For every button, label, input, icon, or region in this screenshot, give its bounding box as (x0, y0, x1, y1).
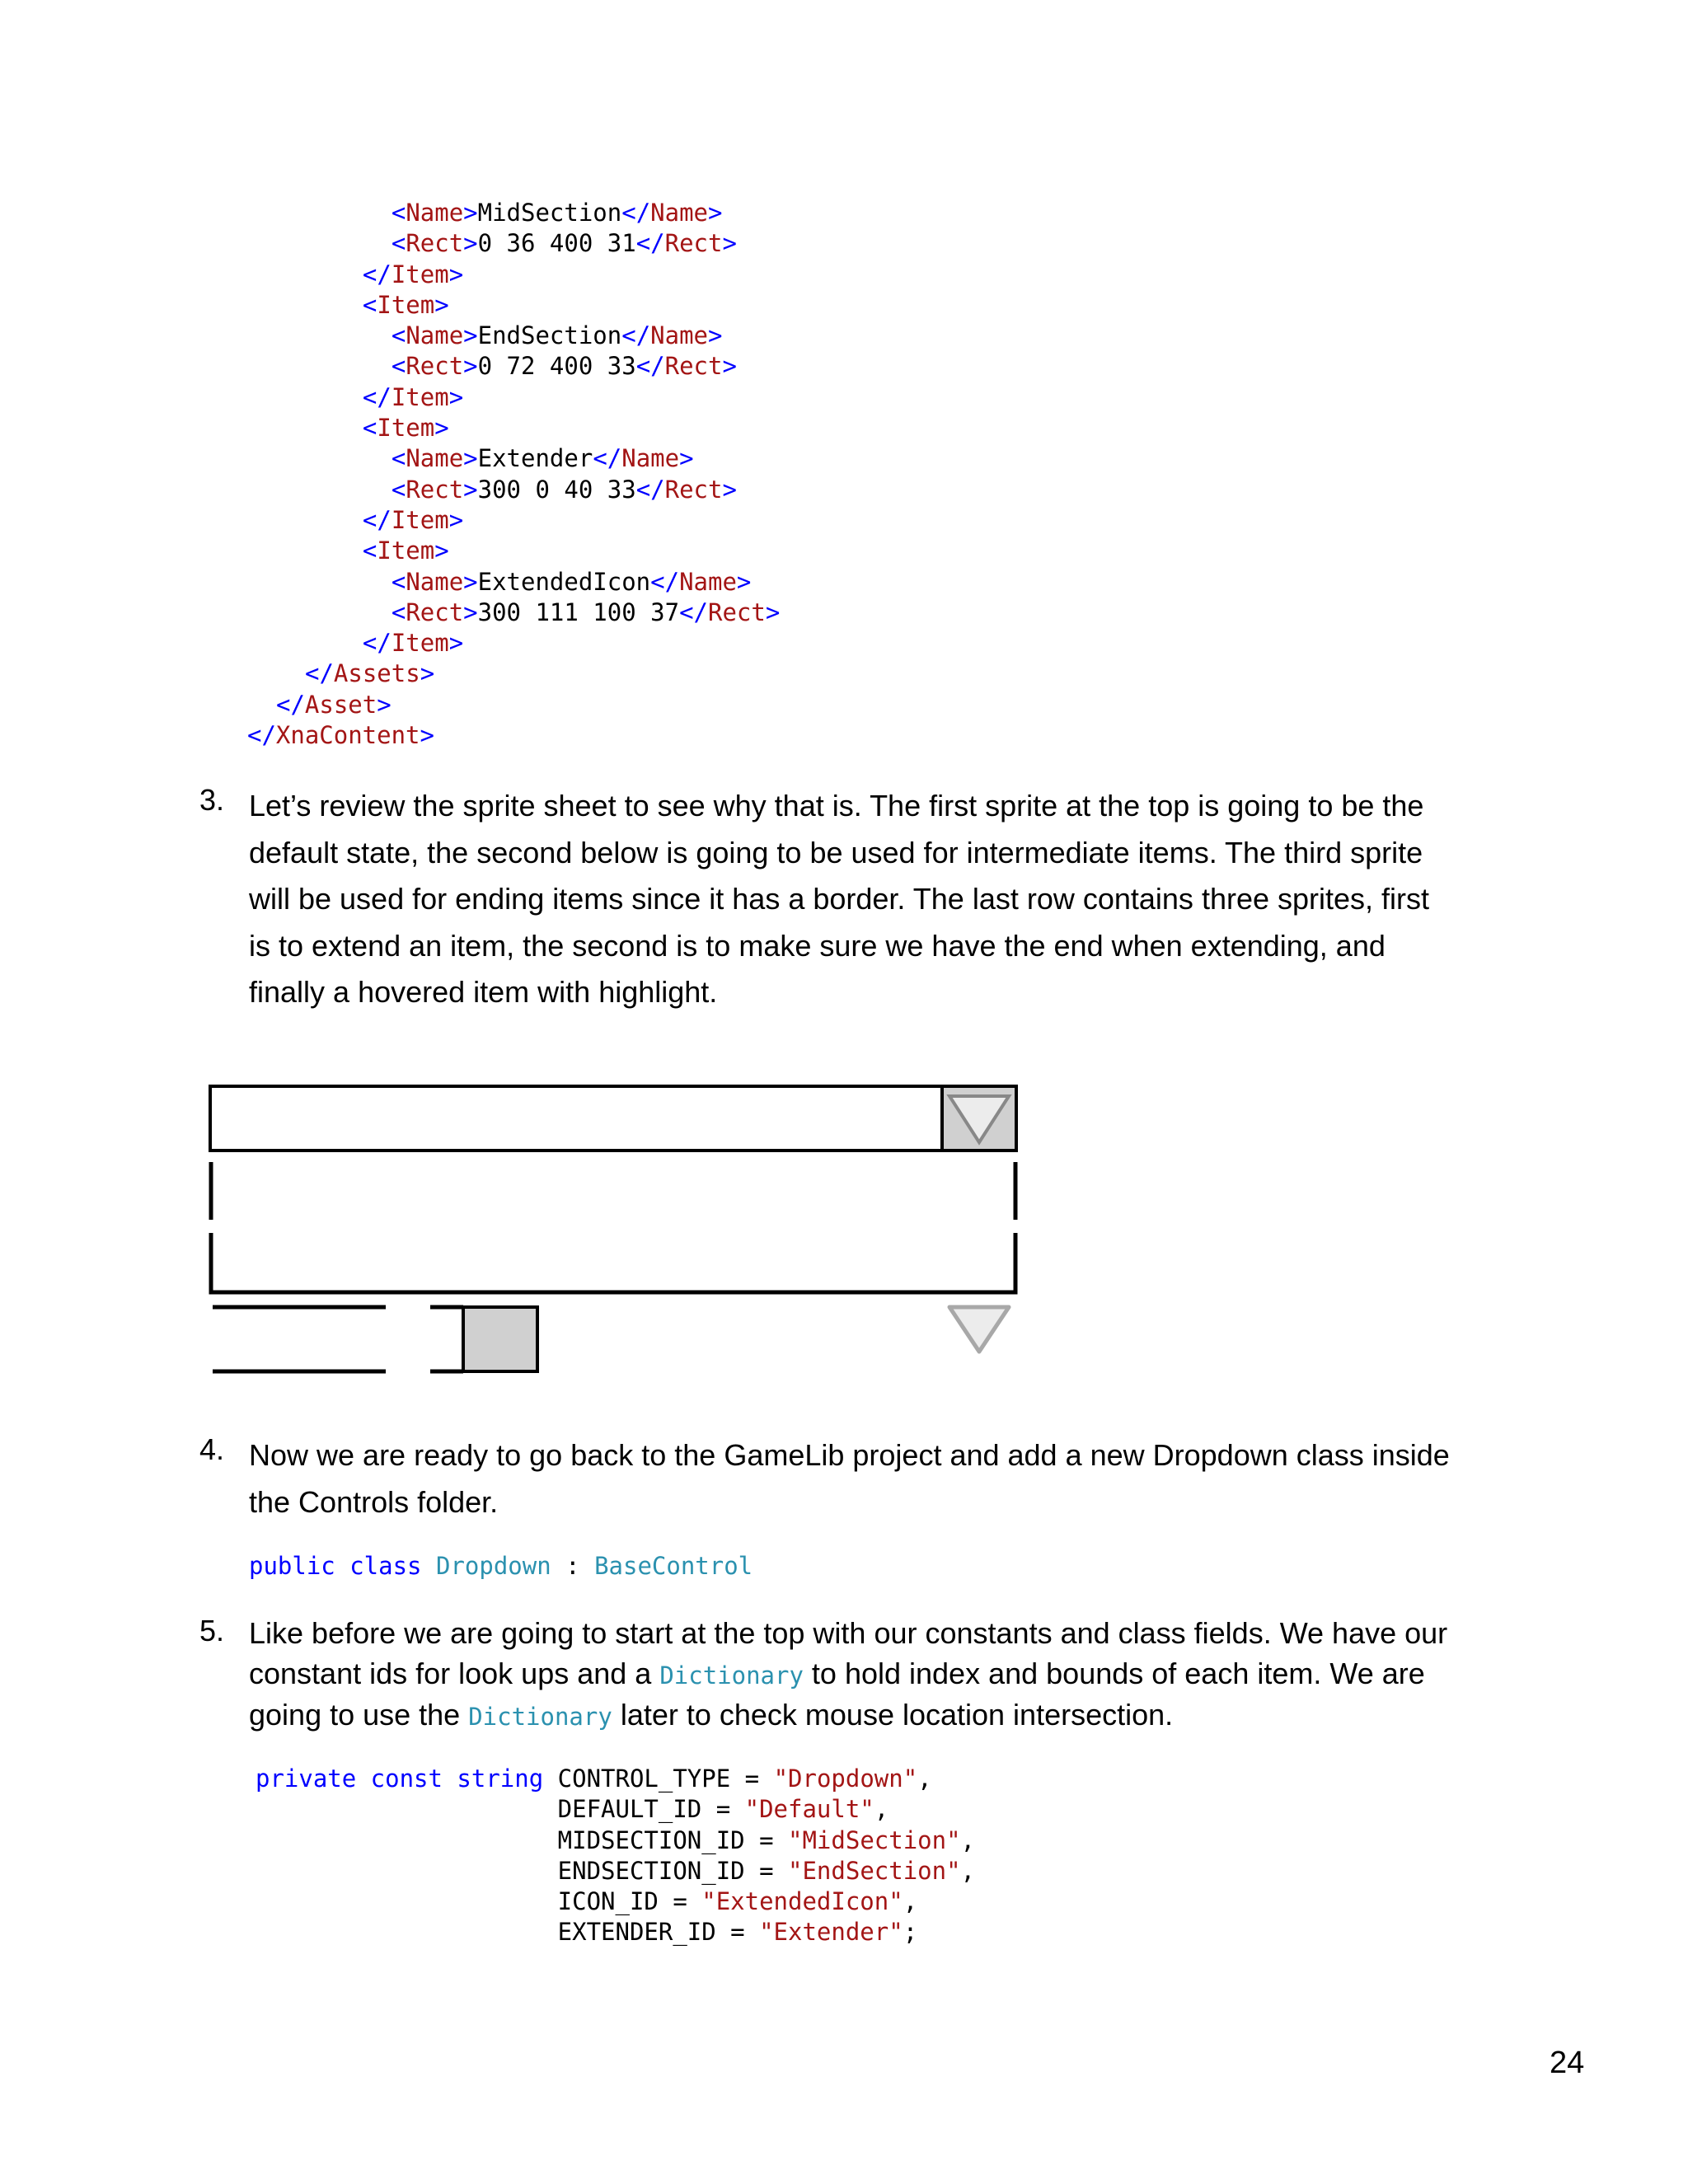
code-token: > (708, 199, 723, 227)
step-4-number: 4. (199, 1432, 225, 1466)
code-token: > (420, 659, 435, 688)
step-5-text (249, 1614, 1535, 1737)
code-token: Rect (406, 598, 464, 626)
step-4-text (249, 1432, 1535, 1526)
xml-code-line (247, 351, 780, 382)
page-number: 24 (1550, 2046, 1585, 2080)
step-5-line (249, 1654, 1535, 1696)
code-token: < (334, 475, 406, 504)
code-token: > (448, 382, 464, 411)
code-token: > (736, 567, 752, 596)
code-token: "EndSection" (788, 1856, 961, 1885)
code-token: > (708, 321, 723, 350)
code-token: > (463, 199, 478, 227)
code-token: , (903, 1887, 918, 1916)
code-token: < (334, 567, 406, 596)
code-token: Item (377, 290, 435, 319)
xml-code-line (247, 228, 780, 259)
xml-code-line (247, 505, 780, 536)
xml-code-line (247, 413, 780, 443)
code-token: BaseControl (594, 1552, 753, 1580)
xml-code-line (247, 475, 780, 505)
code-token: XnaContent (275, 721, 420, 750)
code-token: > (434, 414, 449, 443)
code-token: 0 36 400 31 (477, 229, 636, 258)
code-token: > (463, 229, 478, 258)
code-token: </ (334, 505, 392, 534)
code-token: > (463, 444, 478, 473)
step-4-line: Now we are ready to go back to the GameLib project and add a new Dropdown class inside (249, 1438, 1450, 1472)
code-token: Rect (664, 229, 723, 258)
code-token: Rect (406, 352, 464, 381)
xml-code-line (247, 536, 780, 566)
code-token: MidSection (477, 199, 622, 227)
xml-code-line (247, 290, 780, 321)
constants-code-line (256, 1886, 975, 1917)
code-token: Rect (664, 475, 723, 504)
code-token: public class (249, 1552, 436, 1580)
step-3-line: is to extend an item, the second is to make sure we have the end when extending, and (249, 928, 1386, 963)
code-token: Name (679, 567, 737, 596)
code-token: ; (903, 1918, 918, 1947)
code-token: "MidSection" (788, 1825, 961, 1854)
code-token: "Extender" (759, 1918, 903, 1947)
code-token: > (463, 352, 478, 381)
step-5-text-part: going to use the (249, 1698, 469, 1732)
code-token: DEFAULT_ID = (256, 1795, 745, 1824)
step-3-number: 3. (199, 783, 225, 817)
class-declaration-code (249, 1551, 753, 1582)
code-token: </ (305, 659, 334, 688)
code-token: 300 111 100 37 (477, 598, 680, 626)
code-token: Item (391, 629, 449, 658)
step-3-line: Let’s review the sprite sheet to see why that is. The first sprite at the top is going to be the (249, 789, 1424, 823)
code-token: "ExtendedIcon" (701, 1887, 903, 1916)
xml-code-line (247, 628, 780, 658)
code-token: </ (621, 199, 651, 227)
code-token: Name (406, 321, 464, 350)
code-token: Item (391, 260, 449, 288)
code-token: Item (377, 537, 435, 565)
code-token: </ (334, 382, 392, 411)
step-3-line: finally a hovered item with highlight. (249, 975, 718, 1009)
code-token: </ (593, 444, 622, 473)
code-token: < (334, 199, 406, 227)
code-token: Item (391, 382, 449, 411)
step-5-line: Like before we are going to start at the top with our constants and class fields. We have our (249, 1616, 1448, 1650)
code-token: </ (635, 475, 665, 504)
code-token: > (448, 260, 464, 288)
code-token: < (334, 444, 406, 473)
code-token: Rect (406, 475, 464, 504)
code-token: EXTENDER_ID = (256, 1918, 760, 1947)
xml-code-line (247, 658, 780, 689)
xml-code-line (247, 321, 780, 351)
constants-code-line (256, 1917, 975, 1947)
constants-code-line (256, 1856, 975, 1886)
code-token: , (874, 1795, 889, 1824)
code-token: </ (247, 721, 276, 750)
triangle-down-icon (950, 1307, 1009, 1352)
triangle-down-icon (950, 1096, 1009, 1142)
code-token: > (448, 629, 464, 658)
code-token: ENDSECTION_ID = (256, 1856, 789, 1885)
code-token: > (463, 475, 478, 504)
code-token: </ (276, 690, 305, 719)
sprite-extender (213, 1307, 386, 1371)
code-token: Name (406, 444, 464, 473)
code-token: private const string (256, 1765, 558, 1793)
code-token: , (917, 1765, 932, 1793)
xml-code-line (247, 382, 780, 413)
inline-code-dictionary: Dictionary (659, 1661, 804, 1690)
step-4-line: the Controls folder. (249, 1484, 499, 1519)
code-token: Rect (664, 352, 723, 381)
code-token: Asset (304, 690, 377, 719)
constants-code-line (256, 1825, 975, 1856)
sprite-extended-icon (950, 1307, 1009, 1352)
class-declaration-line (249, 1551, 753, 1582)
code-token: > (448, 505, 464, 534)
sprite-mid-section (211, 1162, 1015, 1220)
code-token: > (722, 229, 737, 258)
step-5-line (249, 1695, 1535, 1737)
constants-code-line (256, 1794, 975, 1825)
code-token: Name (621, 444, 680, 473)
step-5-text-part: later to check mouse location intersection. (612, 1698, 1174, 1732)
code-token: 0 72 400 33 (477, 352, 636, 381)
code-token: : (551, 1552, 595, 1580)
code-token: </ (679, 598, 708, 626)
code-token: ICON_ID = (256, 1887, 702, 1916)
sprite-end-section (211, 1233, 1015, 1292)
code-token: < (334, 537, 377, 565)
code-token: Rect (707, 598, 766, 626)
code-token: Item (377, 414, 435, 443)
xml-code-line (247, 198, 780, 228)
step-3-line: will be used for ending items since it has a border. The last row contains three sprites, first (249, 882, 1430, 916)
step-3-line: default state, the second below is going to be used for intermediate items. The third sprite (249, 835, 1423, 869)
code-token: </ (635, 229, 665, 258)
code-token: > (463, 321, 478, 350)
xml-code-line (247, 567, 780, 598)
code-token: , (960, 1856, 975, 1885)
inline-code-dictionary: Dictionary (468, 1703, 612, 1731)
code-token: > (722, 475, 737, 504)
code-token: < (334, 598, 406, 626)
xml-code-line (247, 443, 780, 474)
code-token: CONTROL_TYPE = (557, 1765, 774, 1793)
code-token: > (420, 721, 434, 750)
code-token: </ (334, 260, 392, 288)
step-5-text-part: constant ids for look ups and a (249, 1656, 660, 1690)
code-token: Item (391, 505, 449, 534)
code-token: < (334, 229, 406, 258)
code-token: </ (334, 629, 392, 658)
code-token: </ (621, 321, 651, 350)
code-token: 300 0 40 33 (477, 475, 636, 504)
code-token: Name (650, 199, 708, 227)
code-token: Assets (333, 659, 420, 688)
code-token: < (334, 352, 406, 381)
xml-code-line (247, 690, 780, 720)
code-token: < (334, 414, 377, 443)
code-token: > (765, 598, 781, 626)
dropdown-button-sprite (942, 1086, 1016, 1151)
code-token: Extender (477, 444, 593, 473)
code-token: > (463, 567, 478, 596)
code-token: > (679, 444, 694, 473)
code-token: Name (650, 321, 708, 350)
code-token: > (463, 598, 478, 626)
code-token: </ (635, 352, 665, 381)
code-token: EndSection (477, 321, 622, 350)
code-token: "Default" (744, 1795, 874, 1824)
constants-code-line (256, 1764, 975, 1794)
code-token: > (434, 537, 449, 565)
code-token: > (377, 690, 392, 719)
code-token: Name (406, 199, 464, 227)
code-token: </ (650, 567, 680, 596)
code-token: , (960, 1825, 975, 1854)
code-token: Rect (406, 229, 464, 258)
xml-code-line (247, 260, 780, 290)
code-token: > (434, 290, 449, 319)
code-token: "Dropdown" (773, 1765, 918, 1793)
xml-code-line (247, 720, 780, 751)
xml-code-line (247, 598, 780, 628)
code-token: Name (406, 567, 464, 596)
sprite-extended-end (430, 1307, 537, 1371)
step-5-text-part: to hold index and bounds of each item. We are (803, 1656, 1425, 1690)
constants-code-block (256, 1764, 975, 1948)
code-token: > (722, 352, 737, 381)
code-token: MIDSECTION_ID = (256, 1825, 789, 1854)
xml-code-block (247, 198, 780, 751)
step-3-text (249, 783, 1535, 1016)
sprite-default-state (210, 1086, 1016, 1151)
code-token: < (334, 290, 377, 319)
code-token: ExtendedIcon (477, 567, 651, 596)
code-token: < (334, 321, 406, 350)
code-token: Dropdown (435, 1552, 551, 1580)
step-5-number: 5. (199, 1614, 225, 1647)
